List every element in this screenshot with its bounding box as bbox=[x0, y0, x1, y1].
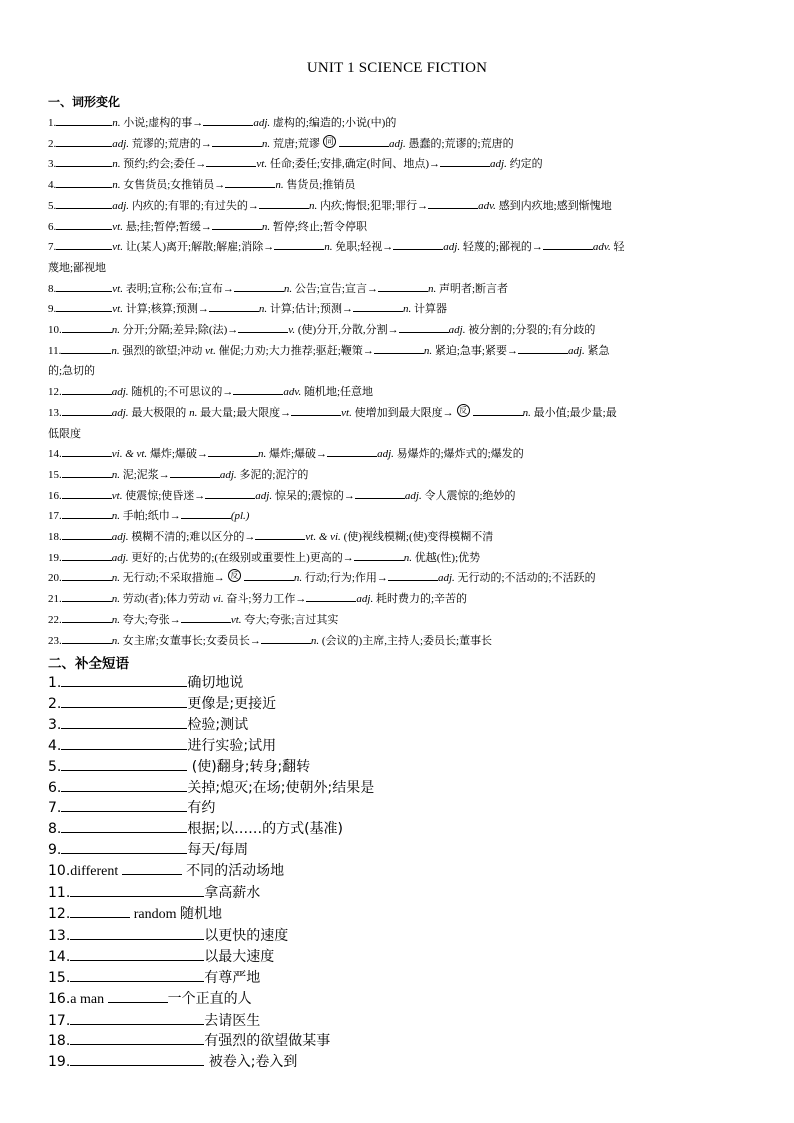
answer-blank[interactable] bbox=[62, 507, 112, 519]
answer-blank[interactable] bbox=[70, 926, 204, 940]
phrase-item: 1. 确切地说 bbox=[48, 675, 244, 691]
phrase-item: 15. 有尊严地 bbox=[48, 969, 261, 986]
section-heading-phrases: 二、补全短语 bbox=[48, 656, 129, 672]
word-forms-list bbox=[48, 113, 744, 651]
answer-blank[interactable] bbox=[56, 155, 112, 167]
answer-blank[interactable] bbox=[233, 383, 283, 395]
answer-blank[interactable] bbox=[61, 694, 187, 708]
answer-blank[interactable] bbox=[378, 280, 428, 292]
answer-blank[interactable] bbox=[255, 528, 305, 540]
phrase-item: 17. 去请医生 bbox=[48, 1012, 261, 1029]
answer-blank[interactable] bbox=[61, 757, 187, 771]
answer-blank[interactable] bbox=[56, 135, 112, 147]
vocab-item: 11. n. 强烈的欲望;冲动 vt. 催促;力劝;大力推荐;驱赶;鞭策→ n. 紧迫;急事;紧要→ adj. 紧急 bbox=[48, 341, 744, 362]
answer-blank[interactable] bbox=[122, 861, 182, 875]
vocab-item-continuation: 的;急切的 bbox=[48, 365, 96, 378]
phrase-item: 8. 根据;以……的方式(基准) bbox=[48, 821, 343, 838]
answer-blank[interactable] bbox=[56, 114, 112, 126]
answer-blank[interactable] bbox=[61, 778, 187, 792]
vocab-item: 17. n. 手帕;纸巾→ (pl.) bbox=[48, 506, 744, 527]
phrase-item: 18. 有强烈的欲望做某事 bbox=[48, 1033, 331, 1050]
phrase-item: 5. (使)翻身;转身;翻转 bbox=[48, 758, 311, 775]
vocab-item: 15. n. 泥;泥浆→ adj. 多泥的;泥泞的 bbox=[48, 465, 744, 486]
answer-blank[interactable] bbox=[108, 989, 168, 1003]
answer-blank[interactable] bbox=[205, 487, 255, 499]
answer-blank[interactable] bbox=[62, 549, 112, 561]
phrase-item: 3. 检验;测试 bbox=[48, 716, 249, 733]
answer-blank[interactable] bbox=[62, 445, 112, 457]
phrase-item: 7. 有约 bbox=[48, 800, 216, 817]
answer-blank[interactable] bbox=[56, 300, 112, 312]
answer-blank[interactable] bbox=[291, 404, 341, 416]
answer-blank[interactable] bbox=[70, 883, 204, 897]
answer-blank[interactable] bbox=[61, 819, 187, 833]
answer-blank[interactable] bbox=[62, 611, 112, 623]
phrase-item: 11. 拿高薪水 bbox=[48, 885, 261, 902]
vocab-item: 7. vt. 让(某人)离开;解散;解雇;消除→ n. 免职;轻视→ adj. 轻蔑的;鄙视的→ adv. 轻 bbox=[48, 237, 744, 258]
answer-blank[interactable] bbox=[259, 197, 309, 209]
vocab-item: 20. n. 无行动;不采取措施→ 反 n. 行动;行为;作用→ adj. 无行动的;不活动的;不活跃的 bbox=[48, 571, 596, 585]
answer-blank[interactable] bbox=[56, 197, 112, 209]
answer-blank[interactable] bbox=[70, 1031, 204, 1045]
answer-blank[interactable] bbox=[203, 114, 253, 126]
vocab-item: 12. adj. 随机的;不可思议的→ adv. 随机地;任意地 bbox=[48, 382, 744, 403]
answer-blank[interactable] bbox=[61, 736, 187, 750]
vocab-item: 6. vt. 悬;挂;暂停;暂缓→ n. 暂停;终止;暂令停职 bbox=[48, 217, 744, 238]
answer-blank[interactable] bbox=[56, 238, 112, 250]
answer-blank[interactable] bbox=[399, 321, 449, 333]
answer-blank[interactable] bbox=[374, 342, 424, 354]
answer-blank[interactable] bbox=[62, 404, 112, 416]
synonym-mark-icon: 同 bbox=[323, 135, 336, 148]
antonym-mark-icon: 反 bbox=[228, 569, 241, 582]
vocab-item: 14. vi. & vt. 爆炸;爆破→ n. 爆炸;爆破→ adj. 易爆炸的;爆炸式的;爆发的 bbox=[48, 444, 744, 465]
answer-blank[interactable] bbox=[181, 611, 231, 623]
phrase-item: 9. 每天/每周 bbox=[48, 842, 249, 859]
answer-blank[interactable] bbox=[70, 947, 204, 961]
vocab-item: 2. adj. 荒谬的;荒唐的→ n. 荒唐;荒谬 同 adj. 愚蠢的;荒谬的;荒唐的 bbox=[48, 136, 514, 150]
answer-blank[interactable] bbox=[61, 840, 187, 854]
answer-blank[interactable] bbox=[61, 342, 111, 354]
answer-blank[interactable] bbox=[428, 197, 478, 209]
answer-blank[interactable] bbox=[61, 673, 187, 687]
phrase-item: 14. 以最大速度 bbox=[48, 948, 275, 965]
phrase-item: 19. 被卷入;卷入到 bbox=[48, 1054, 298, 1071]
answer-blank[interactable] bbox=[62, 590, 112, 602]
vocab-item-continuation: 蔑地;鄙视地 bbox=[48, 261, 107, 274]
answer-blank[interactable] bbox=[62, 383, 112, 395]
phrase-item: 12. random 随机地 bbox=[48, 905, 223, 922]
answer-blank[interactable] bbox=[261, 632, 311, 644]
answer-blank[interactable] bbox=[393, 238, 443, 250]
vocab-item: 13. adj. 最大极限的 n. 最大量;最大限度→ vt. 使增加到最大限度→ 反 n. 最小值;最少量;最 bbox=[48, 405, 617, 419]
vocab-item: 9. vt. 计算;核算;预测→ n. 计算;估计;预测→ n. 计算器 bbox=[48, 299, 744, 320]
answer-blank[interactable] bbox=[62, 632, 112, 644]
vocab-item: 22. n. 夸大;夸张→ vt. 夸大;夸张;言过其实 bbox=[48, 610, 744, 631]
answer-blank[interactable] bbox=[353, 300, 403, 312]
vocab-item: 10. n. 分开;分隔;差异;除(法)→ v. (使)分开,分散,分割→ adj. 被分割的;分裂的;有分歧的 bbox=[48, 320, 744, 341]
answer-blank[interactable] bbox=[70, 968, 204, 982]
vocab-item: 1. n. 小说;虚构的事→ adj. 虚构的;编造的;小说(中)的 bbox=[48, 113, 744, 134]
answer-blank[interactable] bbox=[206, 155, 256, 167]
vocab-item: 5. adj. 内疚的;有罪的;有过失的→ n. 内疚;悔恨;犯罪;罪行→ adv. 感到内疚地;感到惭愧地 bbox=[48, 196, 744, 217]
answer-blank[interactable] bbox=[327, 445, 377, 457]
vocab-item: 16. vt. 使震惊;使昏迷→ adj. 惊呆的;震惊的→ adj. 令人震惊的;绝妙的 bbox=[48, 486, 744, 507]
answer-blank[interactable] bbox=[61, 798, 187, 812]
answer-blank[interactable] bbox=[234, 280, 284, 292]
answer-blank[interactable] bbox=[62, 321, 112, 333]
phrase-item: 10.different 不同的活动场地 bbox=[48, 863, 285, 880]
answer-blank[interactable] bbox=[56, 176, 112, 188]
answer-blank[interactable] bbox=[56, 218, 112, 230]
answer-blank[interactable] bbox=[440, 155, 490, 167]
phrase-item: 2. 更像是;更接近 bbox=[48, 695, 277, 712]
answer-blank[interactable] bbox=[56, 280, 112, 292]
vocab-item-continuation: 低限度 bbox=[48, 427, 81, 440]
answer-blank[interactable] bbox=[62, 528, 112, 540]
answer-blank[interactable] bbox=[388, 569, 438, 581]
phrase-item: 16.a man 一个正直的人 bbox=[48, 990, 252, 1007]
answer-blank[interactable] bbox=[238, 321, 288, 333]
vocab-item: 4. n. 女售货员;女推销员→ n. 售货员;推销员 bbox=[48, 175, 744, 196]
answer-blank[interactable] bbox=[212, 135, 262, 147]
vocab-item: 8. vt. 表明;宣称;公布;宣布→ n. 公告;宣告;宣言→ n. 声明者;断言者 bbox=[48, 279, 744, 300]
answer-blank[interactable] bbox=[61, 715, 187, 729]
answer-blank[interactable] bbox=[355, 487, 405, 499]
answer-blank[interactable] bbox=[181, 507, 231, 519]
page-title: UNIT 1 SCIENCE FICTION bbox=[306, 60, 488, 76]
answer-blank[interactable] bbox=[212, 218, 262, 230]
vocab-item: 21. n. 劳动(者);体力劳动 vi. 奋斗;努力工作→ adj. 耗时费力的;辛苦的 bbox=[48, 589, 744, 610]
answer-blank[interactable] bbox=[62, 466, 112, 478]
vocab-item: 23. n. 女主席;女董事长;女委员长→ n. (会议的)主席,主持人;委员长;董事长 bbox=[48, 631, 744, 652]
answer-blank[interactable] bbox=[244, 569, 294, 581]
answer-blank[interactable] bbox=[306, 590, 356, 602]
phrases-list bbox=[48, 673, 374, 1073]
vocab-item: 3. n. 预约;约会;委任→ vt. 任命;委任;安排,确定(时间、地点)→ adj. 约定的 bbox=[48, 154, 744, 175]
antonym-mark-icon: 反 bbox=[457, 404, 470, 417]
answer-blank[interactable] bbox=[70, 1052, 204, 1066]
answer-blank[interactable] bbox=[208, 445, 258, 457]
phrase-item: 6. 关掉;熄灭;在场;使朝外;结果是 bbox=[48, 779, 375, 796]
answer-blank[interactable] bbox=[274, 238, 324, 250]
vocab-item: 19. adj. 更好的;占优势的;(在级别或重要性上)更高的→ n. 优越(性);优势 bbox=[48, 548, 744, 569]
answer-blank[interactable] bbox=[543, 238, 593, 250]
vocab-item: 18. adj. 模糊不清的;难以区分的→ vt. & vi. (使)视线模糊;(使)变得模糊不清 bbox=[48, 527, 744, 548]
answer-blank[interactable] bbox=[70, 1011, 204, 1025]
answer-blank[interactable] bbox=[62, 569, 112, 581]
answer-blank[interactable] bbox=[209, 300, 259, 312]
answer-blank[interactable] bbox=[70, 904, 130, 918]
answer-blank[interactable] bbox=[225, 176, 275, 188]
answer-blank[interactable] bbox=[473, 404, 523, 416]
section-heading-word-forms: 一、词形变化 bbox=[48, 95, 121, 109]
phrase-item: 13. 以更快的速度 bbox=[48, 927, 289, 944]
answer-blank[interactable] bbox=[339, 135, 389, 147]
answer-blank[interactable] bbox=[354, 549, 404, 561]
phrase-item: 4. 进行实验;试用 bbox=[48, 737, 277, 754]
answer-blank[interactable] bbox=[62, 487, 112, 499]
answer-blank[interactable] bbox=[518, 342, 568, 354]
answer-blank[interactable] bbox=[170, 466, 220, 478]
